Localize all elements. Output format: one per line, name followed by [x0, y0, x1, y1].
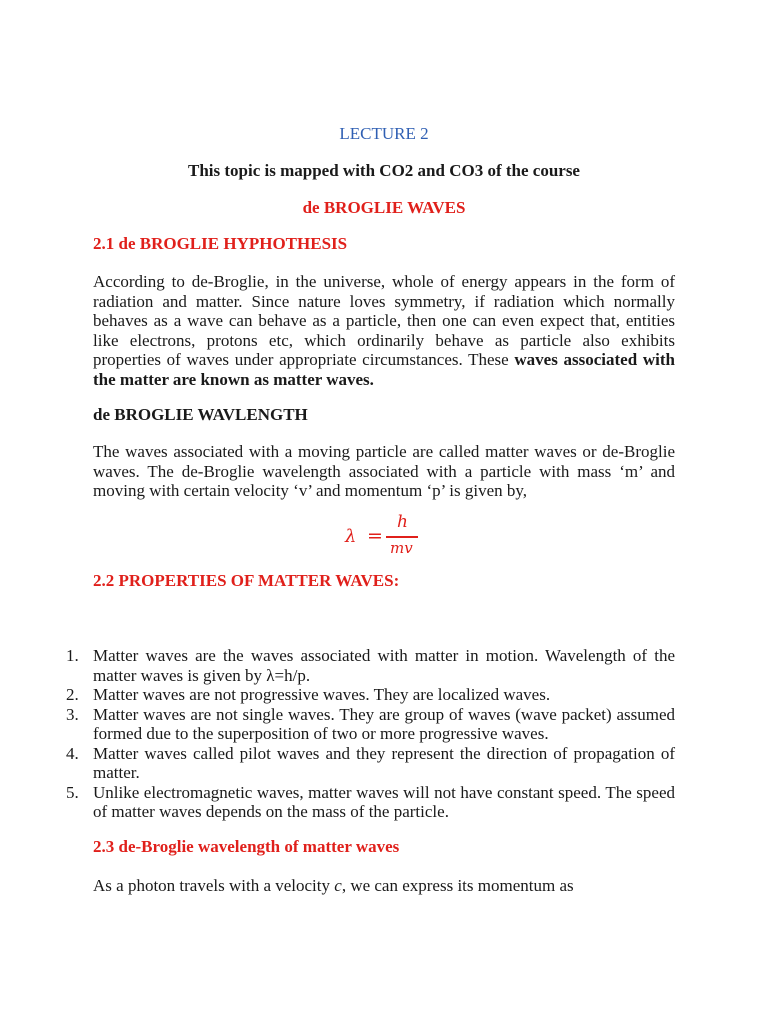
list-item-number: 3.: [66, 704, 79, 724]
wavelength-heading: de BROGLIE WAVLENGTH: [93, 405, 308, 424]
section-heading-2-1: 2.1 de BROGLIE HYPHOTHESIS: [93, 234, 348, 253]
formula-denominator: mv: [390, 539, 413, 557]
list-item: [66, 783, 675, 822]
list-item-number: 2.: [66, 685, 79, 704]
list-item-text: Matter waves called pilot waves and they represent the direction of propagation of matter.: [93, 743, 675, 782]
photon-text-after: , we can express its momentum as: [341, 876, 574, 895]
list-item: [66, 646, 675, 685]
section-heading-2-3: 2.3 de-Broglie wavelength of matter waves: [93, 837, 400, 856]
list-item-number: 1.: [66, 646, 79, 665]
properties-list: [66, 646, 675, 822]
photon-text-before: As a photon travels with a velocity: [93, 876, 335, 895]
photon-momentum-paragraph: [93, 876, 675, 896]
list-item: [66, 685, 675, 705]
formula-lambda: λ: [345, 526, 357, 547]
formula-equals: =: [367, 525, 383, 547]
hypothesis-text: According to de-Broglie, in the universe, whole of energy appears in the form of radiation and matter. Since nature loves symmetry, if radiation which normally behaves as a wave can behave as a particle, then one can even expect that, entities like electrons, protons etc, which ordinarily behave as particle also exhibits properties of waves under appropriate circumstances. These: [93, 272, 675, 369]
list-item-text: Unlike electromagnetic waves, matter waves will not have constant speed. The speed of matter waves depends on the mass of the particle.: [93, 782, 675, 821]
hypothesis-paragraph: [93, 272, 675, 389]
list-item-text: Matter waves are not single waves. They are group of waves (wave packet) assumed formed due to the superposition of two or more progressive waves.: [93, 704, 675, 743]
course-mapping-note: This topic is mapped with CO2 and CO3 of the course: [188, 161, 580, 180]
list-item-number: 5.: [66, 782, 79, 802]
formula-fraction-bar: [386, 536, 418, 538]
list-item: [66, 705, 675, 744]
velocity-variable: c: [334, 876, 342, 895]
list-item: [66, 744, 675, 783]
lecture-label: LECTURE 2: [339, 124, 429, 143]
list-item-number: 4.: [66, 743, 79, 763]
list-item-text: Matter waves are the waves associated with matter in motion. Wavelength of the matter waves is given by λ=h/p.: [93, 646, 675, 685]
hypothesis-bold-text: waves associated with the matter are known as matter waves.: [93, 350, 675, 389]
list-item-text: Matter waves are not progressive waves. They are localized waves.: [93, 685, 551, 704]
formula-numerator: h: [397, 512, 408, 532]
wavelength-paragraph: The waves associated with a moving particle are called matter waves or de-Broglie waves. The de-Broglie wavelength associated with a particle with mass ‘m’ and moving with certain velocity ‘v’ and momentum ‘p’ is given by,: [93, 442, 675, 500]
section-heading-2-2: 2.2 PROPERTIES OF MATTER WAVES:: [93, 571, 400, 590]
main-title: de BROGLIE WAVES: [302, 198, 466, 217]
